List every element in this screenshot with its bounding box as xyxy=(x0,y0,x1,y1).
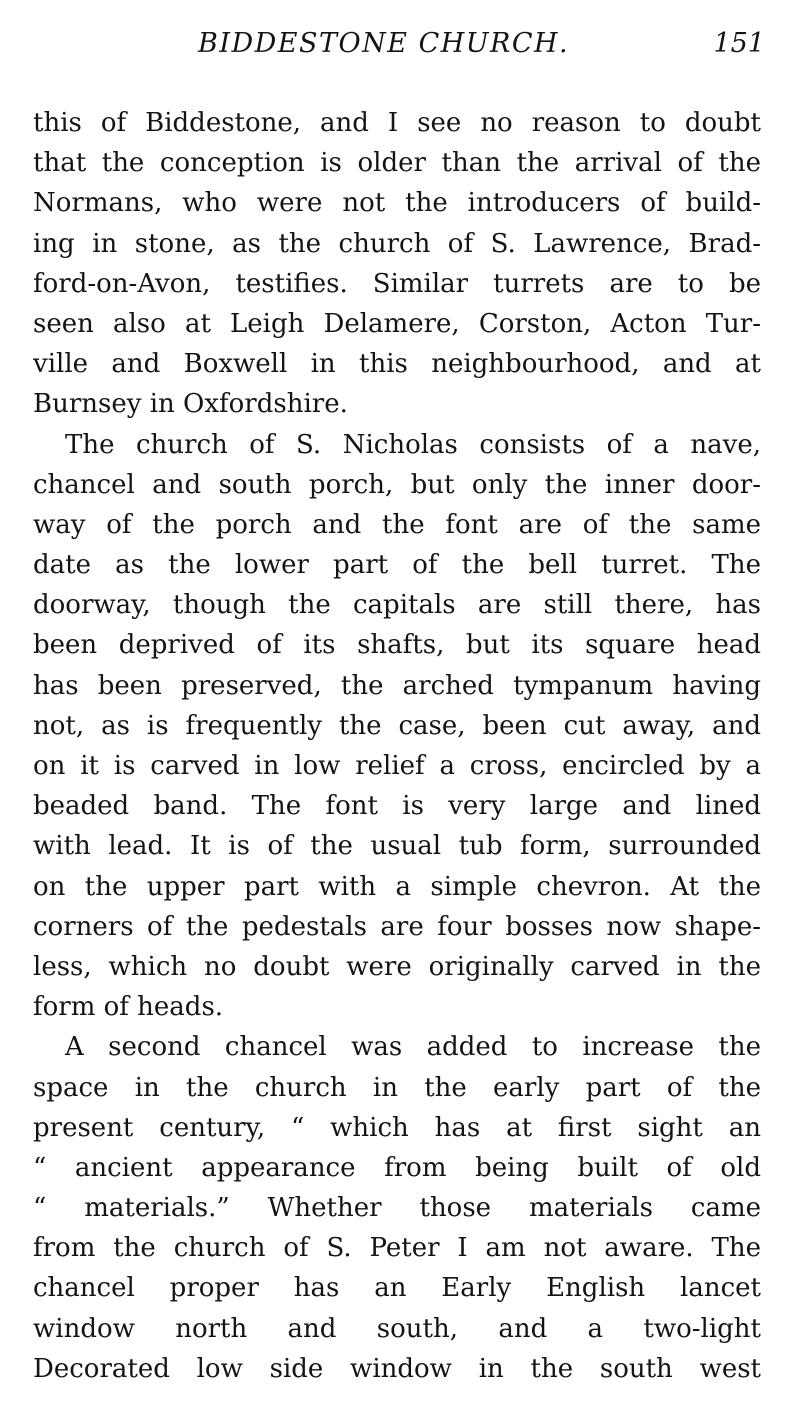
text-line: Normans, who were not the introducers of build- xyxy=(33,188,761,219)
text-line: ing in stone, as the church of S. Lawrence, Brad- xyxy=(33,228,761,259)
text-line: has been preserved, the arched tympanum having xyxy=(33,670,761,701)
text-line: on it is carved in low relief a cross, encircled by a xyxy=(33,751,761,781)
text-line: form of heads. xyxy=(33,992,224,1023)
text-line: been deprived of its shafts, but its square head xyxy=(33,630,761,661)
text-line: less, which no doubt were originally carved in the xyxy=(33,951,761,982)
text-line: A second chancel was added to increase the xyxy=(65,1032,761,1063)
running-title: BIDDESTONE CHURCH. xyxy=(198,28,570,59)
text-line: window north and south, and a two-light xyxy=(33,1313,761,1344)
text-line: chancel proper has an Early English lancet xyxy=(33,1273,761,1304)
text-line: The church of S. Nicholas consists of a nave, xyxy=(65,429,761,460)
text-line: from the church of S. Peter I am not aware. The xyxy=(33,1233,761,1264)
text-line: corners of the pedestals are four bosses now shape- xyxy=(33,911,761,942)
text-line: not, as is frequently the case, been cut away, and xyxy=(33,710,761,741)
text-line: that the conception is older than the arrival of the xyxy=(33,148,761,179)
text-line: date as the lower part of the bell turret. The xyxy=(33,550,761,581)
text-line: doorway, though the capitals are still there, has xyxy=(33,590,761,621)
text-line: ford-on-Avon, testifies. Similar turrets are to be xyxy=(33,268,761,299)
text-line: beaded band. The font is very large and lined xyxy=(33,791,761,822)
page-number: 151 xyxy=(713,28,765,59)
running-head xyxy=(30,28,765,68)
text-line: ville and Boxwell in this neighbourhood, and at xyxy=(33,349,761,380)
text-line: way of the porch and the font are of the same xyxy=(33,509,761,540)
text-line: chancel and south porch, but only the inner door- xyxy=(33,469,761,500)
text-line: with lead. It is of the usual tub form, surrounded xyxy=(33,831,761,862)
body-text xyxy=(33,103,761,1389)
text-line: Burnsey in Oxfordshire. xyxy=(33,389,348,420)
text-line: this of Biddestone, and I see no reason to doubt xyxy=(33,108,761,138)
text-line: “ ancient appearance from being built of old xyxy=(33,1152,761,1183)
text-line: space in the church in the early part of the xyxy=(33,1072,761,1103)
text-line: on the upper part with a simple chevron. At the xyxy=(33,871,761,902)
text-line: present century, “ which has at first sight an xyxy=(33,1112,761,1143)
text-line: Decorated low side window in the south west xyxy=(33,1353,761,1384)
text-line: “ materials.” Whether those materials came xyxy=(33,1193,761,1224)
text-line: seen also at Leigh Delamere, Corston, Acton Tur- xyxy=(33,308,761,339)
